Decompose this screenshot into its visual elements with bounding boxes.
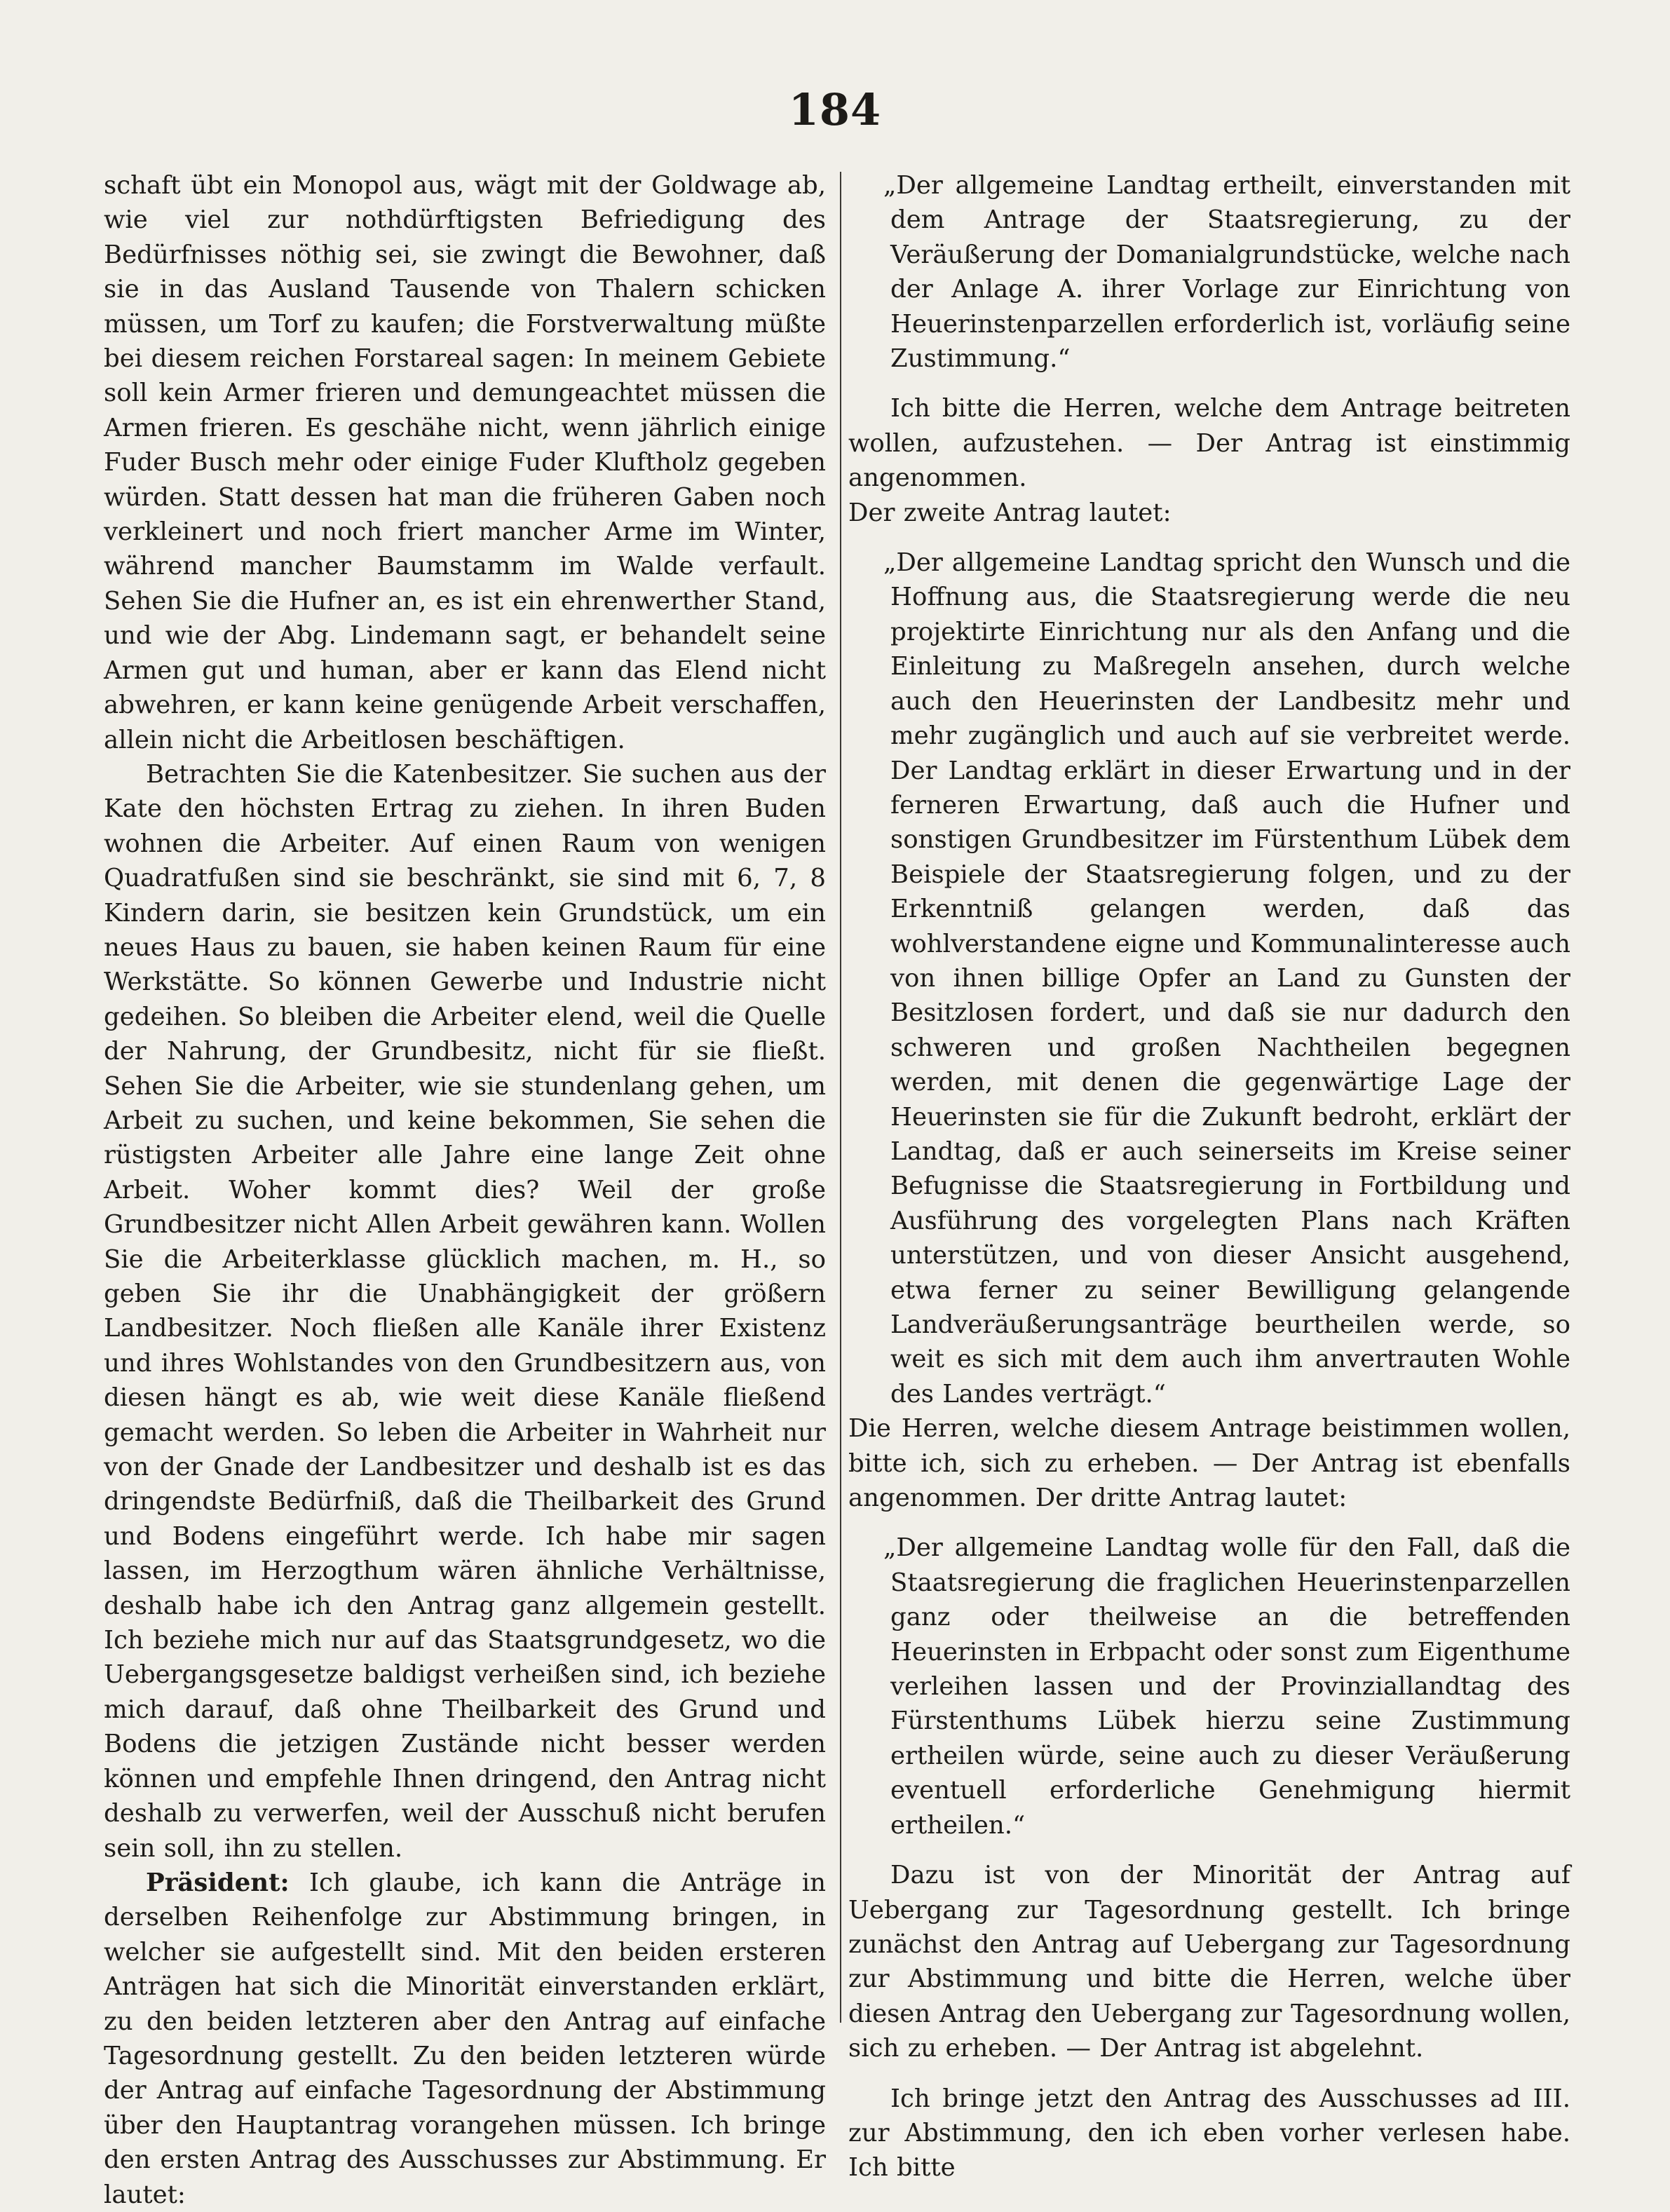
speech-text: Ich glaube, ich kann die Anträge in derselben Reihenfolge zur Abstimmung bringen, in welcher sie aufgestellt sind. Mit den beiden ersteren Anträgen hat sich die Minorität einverstanden erklärt, zu den beiden letzteren aber den Antrag auf einfache Tagesordnung gestellt. Zu den beiden letzteren würde der Antrag auf einfache Tagesordnung der Abstimmung über den Hauptantrag vorangehen müssen. Ich bringe den ersten Antrag des Ausschusses zur Abstimmung. Er lautet: [104,1868,826,2209]
page-number: 184 [788,84,882,135]
speaker-name: Präsident: [146,1868,290,1897]
paragraph: Der zweite Antrag lautet: [848,498,1172,527]
paragraph: Die Herren, welche diesem Antrage beistimmen wollen, bitte ich, sich zu erheben. — Der Antrag ist ebenfalls angenommen. Der dritte Antrag lautet: [848,1414,1570,1513]
paragraph: Ich bitte die Herren, welche dem Antrage beitreten wollen, aufzustehen. — Der Antrag ist einstimmig angenommen. [848,394,1570,493]
right-column [848,168,1570,2183]
paragraph: Betrachten Sie die Katenbesitzer. Sie suchen aus der Kate den höchsten Ertrag zu ziehen. In ihren Buden wohnen die Arbeiter. Auf einen Raum von wenigen Quadratfußen sind sie beschränkt, sie sind mit 6, 7, 8 Kindern darin, sie besitzen kein Grundstück, um ein neues Haus zu bauen, sie haben keinen Raum für eine Werkstätte. So können Gewerbe und Industrie nicht gedeihen. So bleiben die Arbeiter elend, weil die Quelle der Nahrung, der Grundbesitz, nicht für sie fließt. Sehen Sie die Arbeiter, wie sie stundenlang gehen, um Arbeit zu suchen, und keine bekommen, Sie sehen die rüstigsten Arbeiter alle Jahre eine lange Zeit ohne Arbeit. Woher kommt dies? Weil der große Grundbesitzer nicht Allen Arbeit gewähren kann. Wollen Sie die Arbeiterklasse glücklich machen, m. H., so geben Sie ihr die Unabhängigkeit der größern Landbesitzer. Noch fließen alle Kanäle ihrer Existenz und ihres Wohlstandes von den Grundbesitzern aus, von diesen hängt es ab, wie weit diese Kanäle fließend gemacht werden. So leben die Arbeiter in Wahrheit nur von der Gnade der Landbesitzer und deshalb ist es das dringendste Bedürfniß, daß die Theilbarkeit des Grund und Bodens eingeführt werde. Ich habe mir sagen lassen, im Herzogthum wären ähnliche Verhältnisse, deshalb habe ich den Antrag ganz allgemein gestellt. Ich beziehe mich nur auf das Staatsgrundgesetz, wo die Uebergangsgesetze baldigst verheißen sind, ich beziehe mich darauf, daß ohne Theilbarkeit des Grund und Bodens die jetzigen Zustände nicht besser werden können und empfehle Ihnen dringend, den Antrag nicht deshalb zu verwerfen, weil der Ausschuß nicht berufen sein soll, ihn zu stellen. [104,759,826,1863]
column-divider [840,172,841,2023]
paragraph: Ich bringe jetzt den Antrag des Ausschusses ad III. zur Abstimmung, den ich eben vorher verlesen habe. Ich bitte [848,2084,1570,2183]
left-column [104,168,826,2209]
quoted-motion: „Der allgemeine Landtag wolle für den Fall, daß die Staatsregierung die fraglichen Heuerinstenparzellen ganz oder theilweise an die betreffenden Heuerinsten in Erbpacht oder sonst zum Eigenthume verleihen lassen und der Provinziallandtag des Fürstenthums Lübek hierzu seine Zustimmung ertheilen würde, seine auch zu dieser Veräußerung eventuell erforderliche Genehmigung hiermit ertheilen.“ [883,1533,1570,1840]
paragraph: schaft übt ein Monopol aus, wägt mit der Goldwage ab, wie viel zur nothdürftigsten Befriedigung des Bedürfnisses nöthig sei, sie zwingt die Bewohner, daß sie in das Ausland Tausende von Thalern schicken müssen, um Torf zu kaufen; die Forstverwaltung müßte bei diesem reichen Forstareal sagen: In meinem Gebiete soll kein Armer frieren und demungeachtet müssen die Armen frieren. Es geschähe nicht, wenn jährlich einige Fuder Busch mehr oder einige Fuder Kluftholz gegeben würden. Statt dessen hat man die früheren Gaben noch verkleinert und noch friert mancher Arme im Winter, während mancher Baumstamm im Walde verfault. Sehen Sie die Hufner an, es ist ein ehrenwerther Stand, und wie der Abg. Lindemann sagt, er behandelt seine Armen gut und human, aber er kann das Elend nicht abwehren, er kann keine genügende Arbeit verschaffen, allein nicht die Arbeitlosen beschäftigen. [104,171,826,754]
quoted-motion: „Der allgemeine Landtag spricht den Wunsch und die Hoffnung aus, die Staatsregierung werde die neu projektirte Einrichtung nur als den Anfang und die Einleitung zu Maßregeln ansehen, durch welche auch den Heuerinsten der Landbesitz mehr und mehr zugänglich und auch auf sie verbreitet werde. Der Landtag erklärt in dieser Erwartung und in der ferneren Erwartung, daß auch die Hufner und sonstigen Grundbesitzer im Fürstenthum Lübek dem Beispiele der Staatsregierung folgen, und zu der Erkenntniß gelangen werden, daß das wohlverstandene eigne und Kommunalinteresse auch von ihnen billige Opfer an Land zu Gunsten der Besitzlosen fordert, und daß sie nur dadurch den schweren und großen Nachtheilen begegnen werden, mit denen die gegenwärtige Lage der Heuerinsten sie für die Zukunft bedroht, erklärt der Landtag, daß er auch seinerseits im Kreise seiner Befugnisse die Staatsregierung in Fortbildung und Ausführung des vorgelegten Plans nach Kräften unterstützen, und von dieser Ansicht ausgehend, etwa ferner zu seiner Bewilligung gelangende Landveräußerungsanträge beurtheilen werde, so weit es sich mit dem auch ihm anvertrauten Wohle des Landes verträgt.“ [883,548,1570,1409]
paragraph [104,1866,826,2212]
paragraph: Dazu ist von der Minorität der Antrag auf Uebergang zur Tagesordnung gestellt. Ich bringe zunächst den Antrag auf Uebergang zur Tagesordnung zur Abstimmung und bitte die Herren, welche über diesen Antrag den Uebergang zur Tagesordnung wollen, sich zu erheben. — Der Antrag ist abgelehnt. [848,1861,1570,2063]
quoted-motion: „Der allgemeine Landtag ertheilt, einverstanden mit dem Antrage der Staatsregierung, zu der Veräußerung der Domanialgrundstücke, welche nach der Anlage A. ihrer Vorlage zur Einrichtung von Heuerinstenparzellen erforderlich ist, vorläufig seine Zustimmung.“ [883,171,1570,374]
